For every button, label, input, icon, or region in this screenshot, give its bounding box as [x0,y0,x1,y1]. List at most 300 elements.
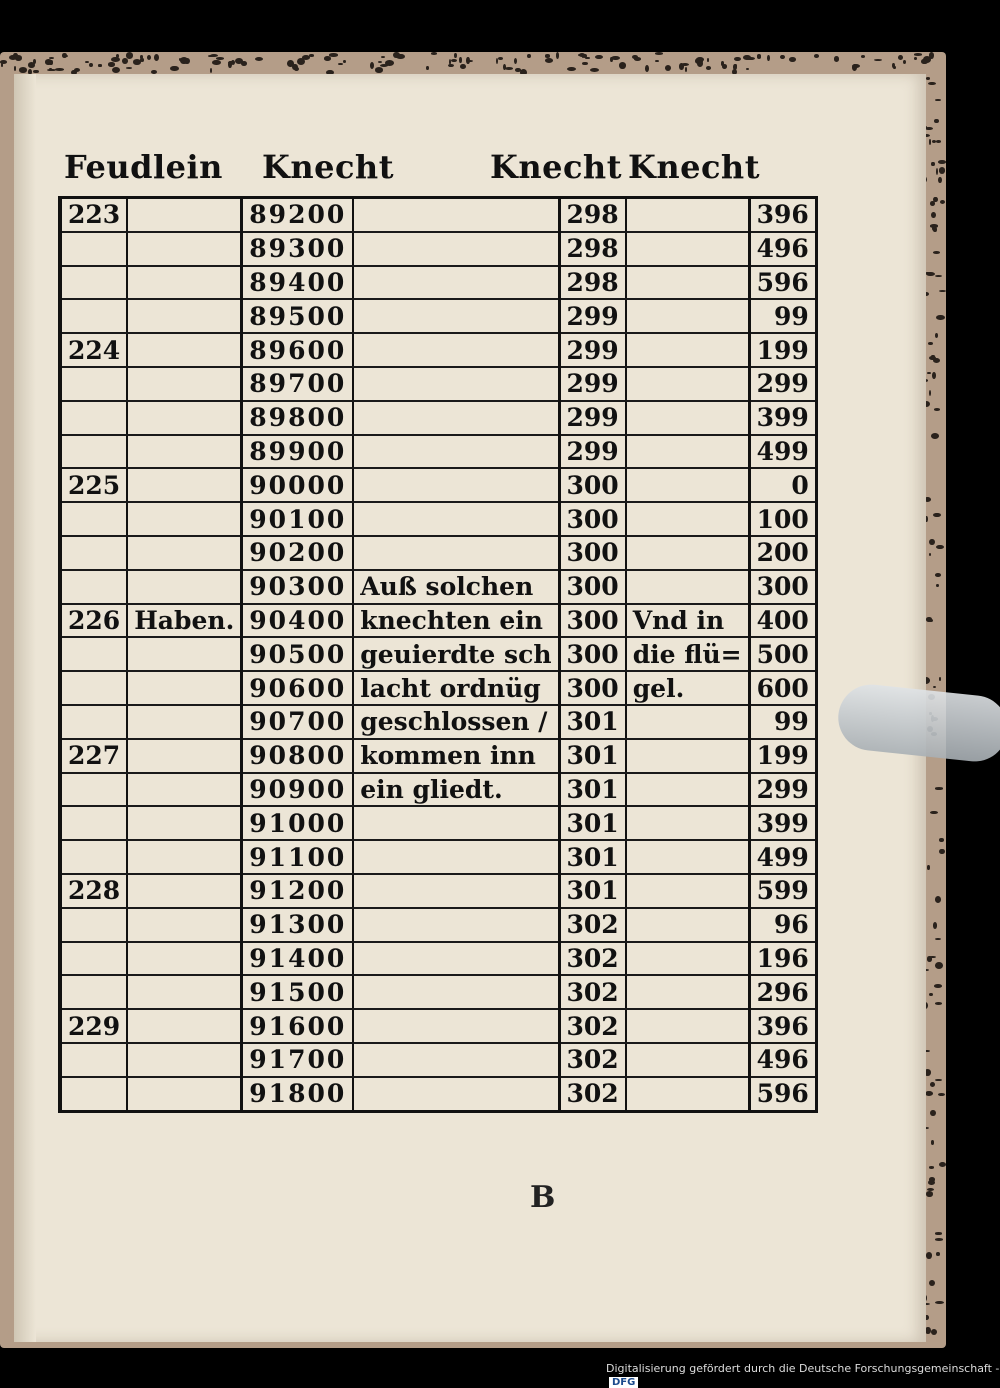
table-row [60,671,816,705]
cover-speck [934,408,940,411]
table-row [60,401,816,435]
feudlein-cell [60,773,127,807]
note-middle-cell [353,333,559,367]
cover-speck [111,57,120,62]
cover-speck [928,82,936,86]
feudlein-cell: 228 [60,874,127,908]
cover-speck [0,60,7,64]
cover-speck [503,64,506,70]
note-right-cell [626,232,749,266]
cover-speck [498,57,503,60]
note-middle-cell [353,975,559,1009]
cover-speck [505,67,513,70]
feudlein-cell: 223 [60,198,127,232]
cover-speck [454,53,457,58]
table-body [60,198,816,1112]
knecht-remainder-cell: 600 [749,671,816,705]
cover-speck [939,167,945,173]
cover-speck [706,66,712,70]
knecht-remainder-cell: 99 [749,705,816,739]
cover-speck [935,787,943,789]
feudlein-cell [60,942,127,976]
note-middle-cell [353,1043,559,1077]
knecht-per-rank-cell: 301 [559,739,626,773]
header-knecht-1: Knecht [262,148,394,186]
knecht-remainder-cell: 96 [749,908,816,942]
knecht-total-cell: 89600 [242,333,353,367]
cover-speck [929,539,935,546]
knecht-remainder-cell: 499 [749,435,816,469]
cover-speck [154,54,159,61]
knecht-total-cell: 89800 [242,401,353,435]
knecht-remainder-cell: 496 [749,1043,816,1077]
cover-speck [85,61,89,63]
feudlein-cell [60,299,127,333]
feudlein-cell: 225 [60,468,127,502]
cover-speck [925,1327,930,1334]
cover-speck [180,57,189,64]
knecht-per-rank-cell: 301 [559,840,626,874]
cover-speck [780,55,784,59]
cover-speck [685,67,687,72]
cover-speck [89,63,93,68]
knecht-per-rank-cell: 299 [559,401,626,435]
knecht-per-rank-cell: 300 [559,502,626,536]
cover-speck [834,56,839,61]
note-right-cell [626,266,749,300]
table-row [60,333,816,367]
cover-speck [255,57,263,61]
note-left-cell [127,739,242,773]
knecht-per-rank-cell: 298 [559,198,626,232]
cover-speck [62,53,67,58]
knecht-per-rank-cell: 298 [559,232,626,266]
cover-speck [292,64,298,70]
feudlein-cell [60,502,127,536]
note-middle-cell [353,502,559,536]
note-middle-cell [353,874,559,908]
cover-speck [927,372,931,374]
knecht-total-cell: 90100 [242,502,353,536]
feudlein-cell [60,1043,127,1077]
cover-speck [929,52,934,59]
cover-speck [935,573,941,577]
table-row [60,773,816,807]
cover-speck [147,55,151,60]
knecht-total-cell: 90200 [242,536,353,570]
cover-speck [112,67,120,73]
knecht-per-rank-cell: 300 [559,570,626,604]
knecht-per-rank-cell: 302 [559,975,626,1009]
cover-speck [722,64,727,69]
cover-speck [527,54,531,58]
note-left-cell [127,975,242,1009]
feudlein-cell [60,671,127,705]
knecht-remainder-cell: 496 [749,232,816,266]
note-right-cell [626,1043,749,1077]
cover-speck [126,67,133,69]
feudlein-cell [60,401,127,435]
footer-text: Digitalisierung gefördert durch die Deutsche Forschungsgemeinschaft - [606,1362,1000,1375]
note-right-cell [626,333,749,367]
cover-speck [929,619,933,622]
note-middle-cell [353,806,559,840]
note-middle-cell [353,1077,559,1111]
table-row [60,874,816,908]
note-right-cell [626,806,749,840]
cover-speck [936,584,939,587]
table-row [60,705,816,739]
cover-speck [634,57,642,61]
knecht-total-cell: 90300 [242,570,353,604]
knecht-total-cell: 91300 [242,908,353,942]
note-middle-cell [353,468,559,502]
note-middle-cell [353,942,559,976]
cover-speck [930,1082,935,1087]
table-row [60,536,816,570]
knecht-remainder-cell: 596 [749,266,816,300]
knecht-remainder-cell: 300 [749,570,816,604]
knecht-remainder-cell: 599 [749,874,816,908]
knecht-total-cell: 89900 [242,435,353,469]
cover-speck [935,1079,942,1081]
cover-speck [939,1162,946,1167]
table-row [60,502,816,536]
cover-speck [939,849,944,855]
knecht-remainder-cell: 199 [749,739,816,773]
table-row [60,435,816,469]
cover-speck [448,64,454,67]
dfg-logo: DFG [609,1377,638,1388]
cover-speck [938,1093,945,1096]
cover-speck [936,545,944,549]
cover-speck [929,1280,935,1286]
note-right-cell [626,468,749,502]
note-middle-cell: Auß solchen [353,570,559,604]
knecht-per-rank-cell: 302 [559,908,626,942]
cover-speck [28,62,35,67]
cover-speck [903,60,906,64]
cover-speck [929,139,932,146]
cover-speck [19,67,27,73]
note-middle-cell: kommen inn [353,739,559,773]
note-middle-cell: lacht ordnüg [353,671,559,705]
cover-speck [556,52,560,59]
header-knecht-3: Knecht [628,148,760,186]
note-middle-cell [353,435,559,469]
knecht-remainder-cell: 199 [749,333,816,367]
cover-speck [665,65,672,71]
cover-speck [935,333,938,338]
cover-speck [734,57,740,61]
feudlein-cell [60,435,127,469]
cover-speck [595,55,603,60]
signature-mark: B [530,1180,556,1215]
cover-speck [928,1180,935,1186]
cover-speck [930,1110,936,1117]
table-row [60,299,816,333]
note-right-cell [626,773,749,807]
knecht-per-rank-cell: 301 [559,806,626,840]
note-left-cell [127,536,242,570]
note-right-cell [626,942,749,976]
knecht-remainder-cell: 100 [749,502,816,536]
table [58,196,818,1113]
feudlein-cell [60,975,127,1009]
table-row [60,637,816,671]
cover-speck [212,60,220,65]
cover-speck [926,1191,933,1197]
knecht-per-rank-cell: 299 [559,333,626,367]
table-row [60,908,816,942]
cover-speck [385,60,394,66]
note-right-cell [626,367,749,401]
knecht-total-cell: 89700 [242,367,353,401]
cover-speck [929,993,933,997]
cover-speck [746,68,750,70]
note-left-cell [127,401,242,435]
cover-speck [938,177,941,183]
knecht-per-rank-cell: 299 [559,299,626,333]
note-right-cell [626,739,749,773]
table-row [60,739,816,773]
knecht-total-cell: 90600 [242,671,353,705]
note-middle-cell [353,908,559,942]
cover-speck [925,1091,933,1096]
knecht-remainder-cell: 399 [749,401,816,435]
knecht-total-cell: 89300 [242,232,353,266]
cover-speck [934,984,942,988]
cover-speck [324,56,331,60]
note-left-cell [127,1077,242,1111]
knecht-remainder-cell: 499 [749,840,816,874]
note-middle-cell: geuierdte sch [353,637,559,671]
cover-speck [929,390,931,396]
note-left-cell [127,435,242,469]
table-row [60,1009,816,1043]
table-row [60,942,816,976]
knecht-remainder-cell: 396 [749,1009,816,1043]
cover-speck [933,251,940,254]
note-left-cell [127,671,242,705]
table-row [60,840,816,874]
feudlein-cell [60,637,127,671]
table-row [60,468,816,502]
note-left-cell [127,367,242,401]
knecht-total-cell: 91700 [242,1043,353,1077]
note-middle-cell [353,367,559,401]
note-right-cell [626,435,749,469]
note-left-cell: Haben. [127,604,242,638]
cover-speck [610,57,613,62]
cover-speck [514,58,517,64]
cover-speck [757,54,761,58]
note-right-cell [626,1077,749,1111]
feudlein-cell: 224 [60,333,127,367]
note-left-cell [127,232,242,266]
knecht-remainder-cell: 596 [749,1077,816,1111]
knecht-remainder-cell: 299 [749,773,816,807]
knecht-per-rank-cell: 301 [559,773,626,807]
cover-speck [931,1140,935,1145]
knecht-total-cell: 91200 [242,874,353,908]
knecht-total-cell: 89400 [242,266,353,300]
note-left-cell [127,266,242,300]
knecht-total-cell: 90400 [242,604,353,638]
cover-speck [874,59,883,61]
knecht-per-rank-cell: 300 [559,536,626,570]
feudlein-cell [60,536,127,570]
cover-speck [814,54,819,58]
knecht-per-rank-cell: 299 [559,435,626,469]
note-left-cell [127,806,242,840]
cover-speck [1,63,4,67]
knecht-per-rank-cell: 300 [559,671,626,705]
cover-speck [939,290,946,292]
cover-speck [590,68,599,72]
note-middle-cell [353,1009,559,1043]
cover-speck [33,70,39,74]
cover-speck [935,1002,942,1005]
cover-speck [381,56,386,58]
note-middle-cell [353,198,559,232]
feudlein-cell: 229 [60,1009,127,1043]
feudlein-cell [60,705,127,739]
note-middle-cell: geschlossen / [353,705,559,739]
note-left-cell [127,773,242,807]
cover-speck [931,433,939,439]
cover-speck [935,896,941,903]
note-left-cell [127,1009,242,1043]
cover-speck [931,162,934,166]
cover-speck [935,99,941,102]
note-left-cell [127,840,242,874]
header-feudlein: Feudlein [64,148,223,186]
cover-speck [933,922,938,929]
cover-speck [932,140,936,143]
cover-speck [567,67,576,71]
cover-speck [927,956,933,961]
cover-speck [926,1252,932,1259]
cover-speck [655,60,659,63]
note-left-cell [127,637,242,671]
note-middle-cell [353,536,559,570]
cover-speck [545,54,550,57]
knecht-total-cell: 91500 [242,975,353,1009]
note-right-cell [626,401,749,435]
cover-speck [370,62,374,69]
cover-speck [343,60,346,63]
cover-speck [767,55,770,61]
cover-speck [914,57,917,60]
note-left-cell [127,198,242,232]
cover-speck [914,53,922,55]
cover-speck [931,212,936,218]
cover-speck [935,962,943,969]
knecht-remainder-cell: 200 [749,536,816,570]
cover-speck [935,1232,942,1234]
cover-speck [108,62,114,66]
cover-speck [931,1329,937,1335]
cover-speck [936,140,941,143]
note-left-cell [127,1043,242,1077]
note-right-cell [626,705,749,739]
note-left-cell [127,705,242,739]
knecht-per-rank-cell: 301 [559,874,626,908]
knecht-per-rank-cell: 302 [559,1077,626,1111]
knecht-remainder-cell: 196 [749,942,816,976]
table-row [60,1077,816,1111]
cover-speck [789,57,796,62]
knecht-per-rank-cell: 299 [559,367,626,401]
table-row [60,1043,816,1077]
cover-speck [936,1252,940,1256]
feudlein-cell [60,367,127,401]
cover-speck [98,64,101,66]
knecht-total-cell: 91600 [242,1009,353,1043]
page-gutter [14,74,36,1342]
cover-speck [932,226,936,231]
cover-speck [460,64,466,69]
note-right-cell [626,536,749,570]
note-right-cell [626,1009,749,1043]
knecht-per-rank-cell: 298 [559,266,626,300]
note-left-cell [127,468,242,502]
cover-speck [393,52,399,58]
note-right-cell: gel. [626,671,749,705]
note-right-cell [626,198,749,232]
footer [606,1362,1000,1388]
cover-speck [14,66,16,70]
note-middle-cell: knechten ein [353,604,559,638]
note-left-cell [127,942,242,976]
knecht-per-rank-cell: 302 [559,1009,626,1043]
feudlein-cell [60,840,127,874]
cover-speck [338,63,343,65]
cover-speck [55,68,64,71]
cover-speck [935,1301,943,1304]
knecht-per-rank-cell: 302 [559,1043,626,1077]
table-row [60,806,816,840]
cover-speck [936,168,938,175]
cover-speck [929,553,931,556]
cover-speck [935,275,942,277]
knecht-total-cell: 90500 [242,637,353,671]
note-right-cell [626,975,749,1009]
cover-speck [939,677,942,681]
table-row [60,570,816,604]
cover-speck [208,55,214,57]
note-middle-cell: ein gliedt. [353,773,559,807]
cover-speck [466,57,469,64]
cover-speck [921,59,927,65]
knecht-total-cell: 90800 [242,739,353,773]
cover-speck [426,66,428,70]
feudlein-cell [60,806,127,840]
cover-speck [861,55,865,58]
cover-speck [375,67,384,73]
cover-speck [935,938,941,940]
cover-speck [938,160,946,164]
knecht-total-cell: 91000 [242,806,353,840]
cover-speck [939,838,943,842]
cover-speck [893,66,896,70]
knecht-remainder-cell: 99 [749,299,816,333]
cover-speck [933,686,936,688]
note-right-cell [626,299,749,333]
note-left-cell [127,299,242,333]
knecht-per-rank-cell: 300 [559,468,626,502]
